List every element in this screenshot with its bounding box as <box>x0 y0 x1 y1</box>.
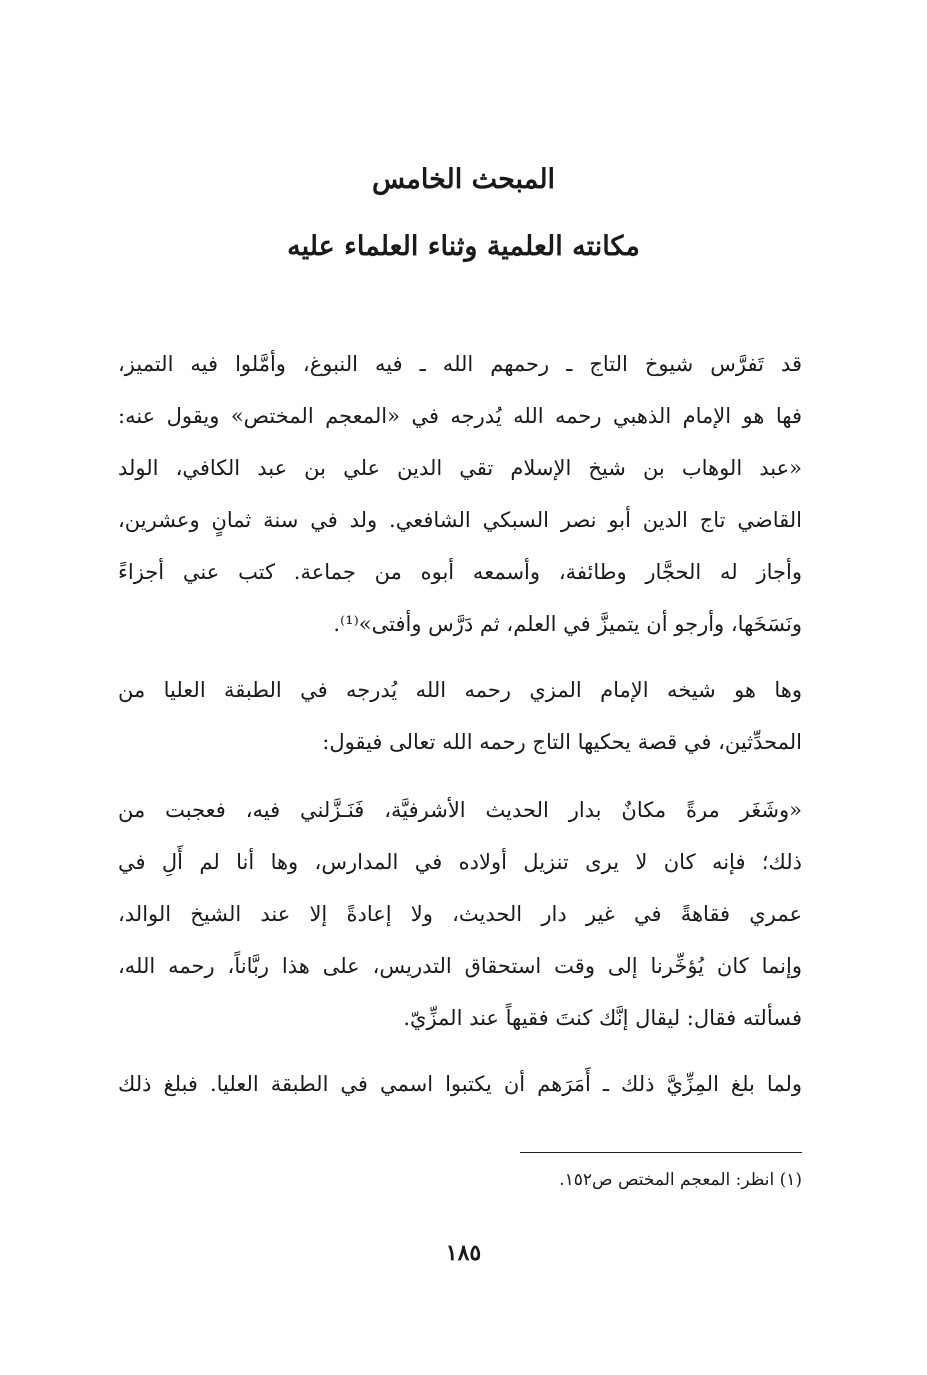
body-text <box>118 338 802 1110</box>
paragraph-3 <box>118 784 802 1044</box>
text-line: وإنما كان يُؤخِّرنا إلى وقت استحقاق التدريس، على هذا ربَّاناً، رحمه الله، <box>118 954 802 978</box>
text-line: قد تَفرَّس شيوخ التاج ـ رحمهم الله ـ فيه النبوغ، وأمَّلوا فيه التميز، <box>118 352 802 376</box>
text-line: وها هو شيخه الإمام المزي رحمه الله يُدرجه في الطبقة العليا من <box>118 678 802 702</box>
chapter-heading: المبحث الخامس <box>371 164 556 195</box>
paragraph-4 <box>118 1058 802 1110</box>
text-line: المحدِّثين، في قصة يحكيها التاج رحمه الله تعالى فيقول: <box>322 730 802 754</box>
section-title: مكانته العلمية وثناء العلماء عليه <box>287 231 640 262</box>
page-number: ١٨٥ <box>445 1240 482 1266</box>
text-line: وأجاز له الحجَّار وطائفة، وأسمعه أبوه من جماعة. كتب عني أجزاءً <box>118 560 802 584</box>
paragraph-1 <box>118 338 802 650</box>
text-line: «وشَغَر مرةً مكانٌ بدار الحديث الأشرفيَّة، فَنَـزَّلني فيه، فعجبت من <box>118 798 802 822</box>
text-line: ولما بلغ المِزِّيَّ ذلك ـ أَمَرَهم أن يكتبوا اسمي في الطبقة العليا. فبلغ ذلك <box>118 1072 802 1096</box>
footnote-separator <box>520 1152 802 1153</box>
footnote: (١) انظر: المعجم المختص ص١٥٢. <box>559 1170 802 1190</box>
text-line: ونَسَخَها، وأرجو أن يتميزَّ في العلم، ثم دَرَّس وأفتى»⁽¹⁾. <box>333 612 802 636</box>
text-line: عمري فقاهةً في غير دار الحديث، ولا إعادةً إلا عند الشيخ الوالد، <box>118 902 802 926</box>
text-line: «عبد الوهاب بن شيخ الإسلام تقي الدين علي بن عبد الكافي، الولد <box>118 456 802 480</box>
text-line: القاضي تاج الدين أبو نصر السبكي الشافعي. ولد في سنة ثمانٍ وعشرين، <box>118 508 802 532</box>
text-line: ذلك؛ فإنه كان لا يرى تنزيل أولاده في المدارس، وها أنا لم أَلِ في <box>118 850 802 874</box>
text-line: فها هو الإمام الذهبي رحمه الله يُدرجه في «المعجم المختص» ويقول عنه: <box>118 404 802 428</box>
paragraph-2 <box>118 664 802 768</box>
text-line: فسألته فقال: ليقال إنَّك كنتَ فقيهاً عند المزِّيّ. <box>403 1006 802 1030</box>
